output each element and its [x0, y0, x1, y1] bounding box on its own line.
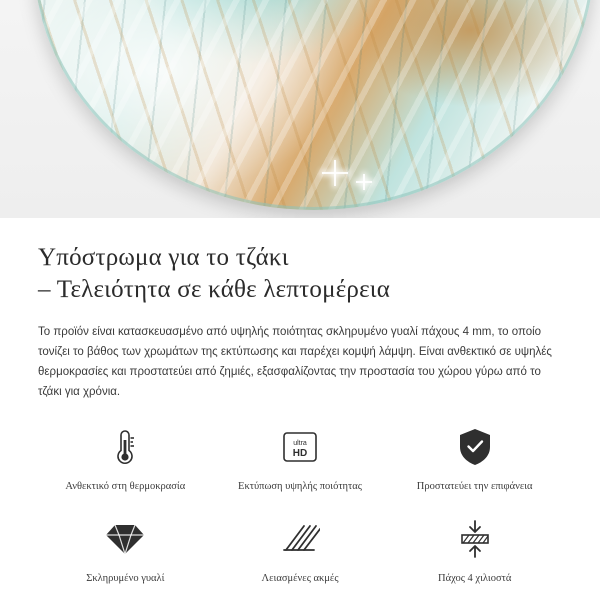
- headline-line-1: Υπόστρωμα για το τζάκι: [38, 244, 289, 271]
- ultra-hd-icon: [280, 424, 320, 470]
- feature-label: Λειασμένες ακμές: [261, 573, 339, 584]
- polished-edges-icon: [280, 516, 320, 562]
- content-area: [0, 218, 600, 586]
- product-description-text: Το προϊόν είναι κατασκευασμένο από υψηλής ποιότητας σκληρυμένο γυαλί πάχους 4 mm, το οποίο τονίζει το βάθος των χρωμάτων της εκτύπωσης και παρέχει κομψή λάμψη. Είναι ανθεκτικό σε υψηλές θερμοκρασίες και προστατεύει από ζημιές, εξασφαλίζοντας την προστασία του χώρου γύρω από το τζάκι για χρόνια.: [38, 326, 552, 398]
- feature-item: [38, 424, 213, 494]
- thermometer-icon: [110, 424, 140, 470]
- thickness-arrows-icon: [454, 516, 496, 562]
- page-title: [38, 242, 562, 306]
- feature-item: [38, 516, 213, 586]
- hero-product-image: [0, 0, 600, 218]
- feature-item: [387, 516, 562, 586]
- feature-label: Εκτύπωση υψηλής ποιότητας: [238, 481, 362, 492]
- feature-item: [213, 424, 388, 494]
- feature-item: [387, 424, 562, 494]
- feature-label: Πάχος 4 χιλιοστά: [438, 573, 512, 584]
- feature-item: [213, 516, 388, 586]
- ultra-badge-bottom: HD: [292, 448, 308, 459]
- shield-check-icon: [456, 424, 494, 470]
- headline-line-2: – Τελειότητα σε κάθε λεπτομέρεια: [38, 276, 391, 303]
- feature-grid-row-2: [38, 516, 562, 586]
- feature-label: Σκληρυμένο γυαλί: [86, 573, 165, 584]
- diamond-icon: [104, 516, 146, 562]
- feature-label: Ανθεκτικό στη θερμοκρασία: [65, 481, 186, 492]
- ultra-badge-top: ultra: [293, 440, 307, 447]
- feature-grid-row-1: [38, 424, 562, 494]
- feature-label: Προστατεύει την επιφάνεια: [416, 481, 533, 492]
